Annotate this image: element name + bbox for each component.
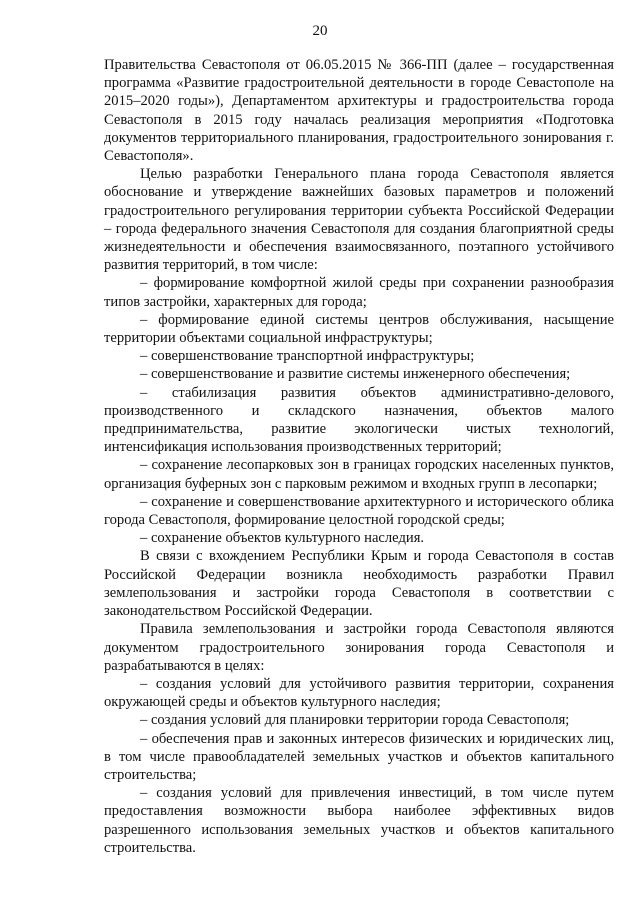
list-item-forest-parks: – сохранение лесопарковых зон в границах городских населенных пунктов, организация буферных зон с парковым режимом и входных групп в лесопарки;: [104, 457, 614, 492]
page-number: 20: [312, 23, 328, 39]
list-item-investment: – создания условий для привлечения инвестиций, в том числе путем предоставления возможности выбора наиболее эффективных видов разрешенного использования земельных участков и объектов капитального строительства.: [104, 785, 614, 856]
list-item-comfortable-living: – формирование комфортной жилой среды при сохранении разнообразия типов застройки, характерных для города;: [104, 275, 614, 310]
paragraph-general-plan-goal: Целью разработки Генерального плана города Севастополя является обоснование и утверждение важнейших базовых параметров и положений градостроительного регулирования территории субъекта Российской Федерации – города федерального значения Севастополя для создания благоприятной среды жизнедеятельности и обеспечения взаимосвязанного, поэтапного устойчивого развития территорий, в том числе:: [104, 166, 614, 274]
list-item-territory-planning: – создания условий для планировки территории города Севастополя;: [140, 712, 570, 729]
list-item-business-objects: – стабилизация развития объектов административно-делового, производственного и складского назначения, объектов малого предпринимательства, развитие экологически чистых технологий, интенсификация использования производственных территорий;: [104, 384, 614, 456]
document-body: [104, 56, 614, 857]
paragraph-program-continuation: Правительства Севастополя от 06.05.2015 № 366-ПП (далее – государственная программа «Развитие градостроительной деятельности в городе Севастополе на 2015–2020 годы»), Департаментом архитектуры и градостроительства города Севастополя в 2015 году началась реализация мероприятия «Подготовка документов территориального планирования, градостроительного зонирования г. Севастополя».: [104, 57, 614, 165]
list-item-service-centers: – формирование единой системы центров обслуживания, насыщение территории объектами социальной инфраструктуры;: [104, 311, 614, 347]
paragraph-crimea-accession: В связи с вхождением Республики Крым и города Севастополя в состав Российской Федерации возникла необходимость разработки Правил землепользования и застройки города Севастополя в соответствии с законодательством Российской Федерации.: [104, 548, 614, 620]
list-item-architecture: – сохранение и совершенствование архитектурного и исторического облика города Севастополя, формирование целостной городской среды;: [104, 493, 614, 529]
list-item-engineering: – совершенствование и развитие системы инженерного обеспечения;: [140, 366, 571, 383]
list-item-transport: – совершенствование транспортной инфраструктуры;: [140, 348, 475, 365]
paragraph-rules-definition: Правила землепользования и застройки города Севастополя являются документом градостроительного зонирования города Севастополя и разрабатываются в целях:: [104, 621, 614, 674]
list-item-sustainable-development: – создания условий для устойчивого развития территории, сохранения окружающей среды и объектов культурного наследия;: [104, 675, 614, 711]
list-item-rights-protection: – обеспечения прав и законных интересов физических и юридических лиц, в том числе правообладателей земельных участков и объектов капитального строительства;: [104, 730, 614, 783]
list-item-cultural-heritage: – сохранение объектов культурного наследия.: [140, 530, 425, 547]
